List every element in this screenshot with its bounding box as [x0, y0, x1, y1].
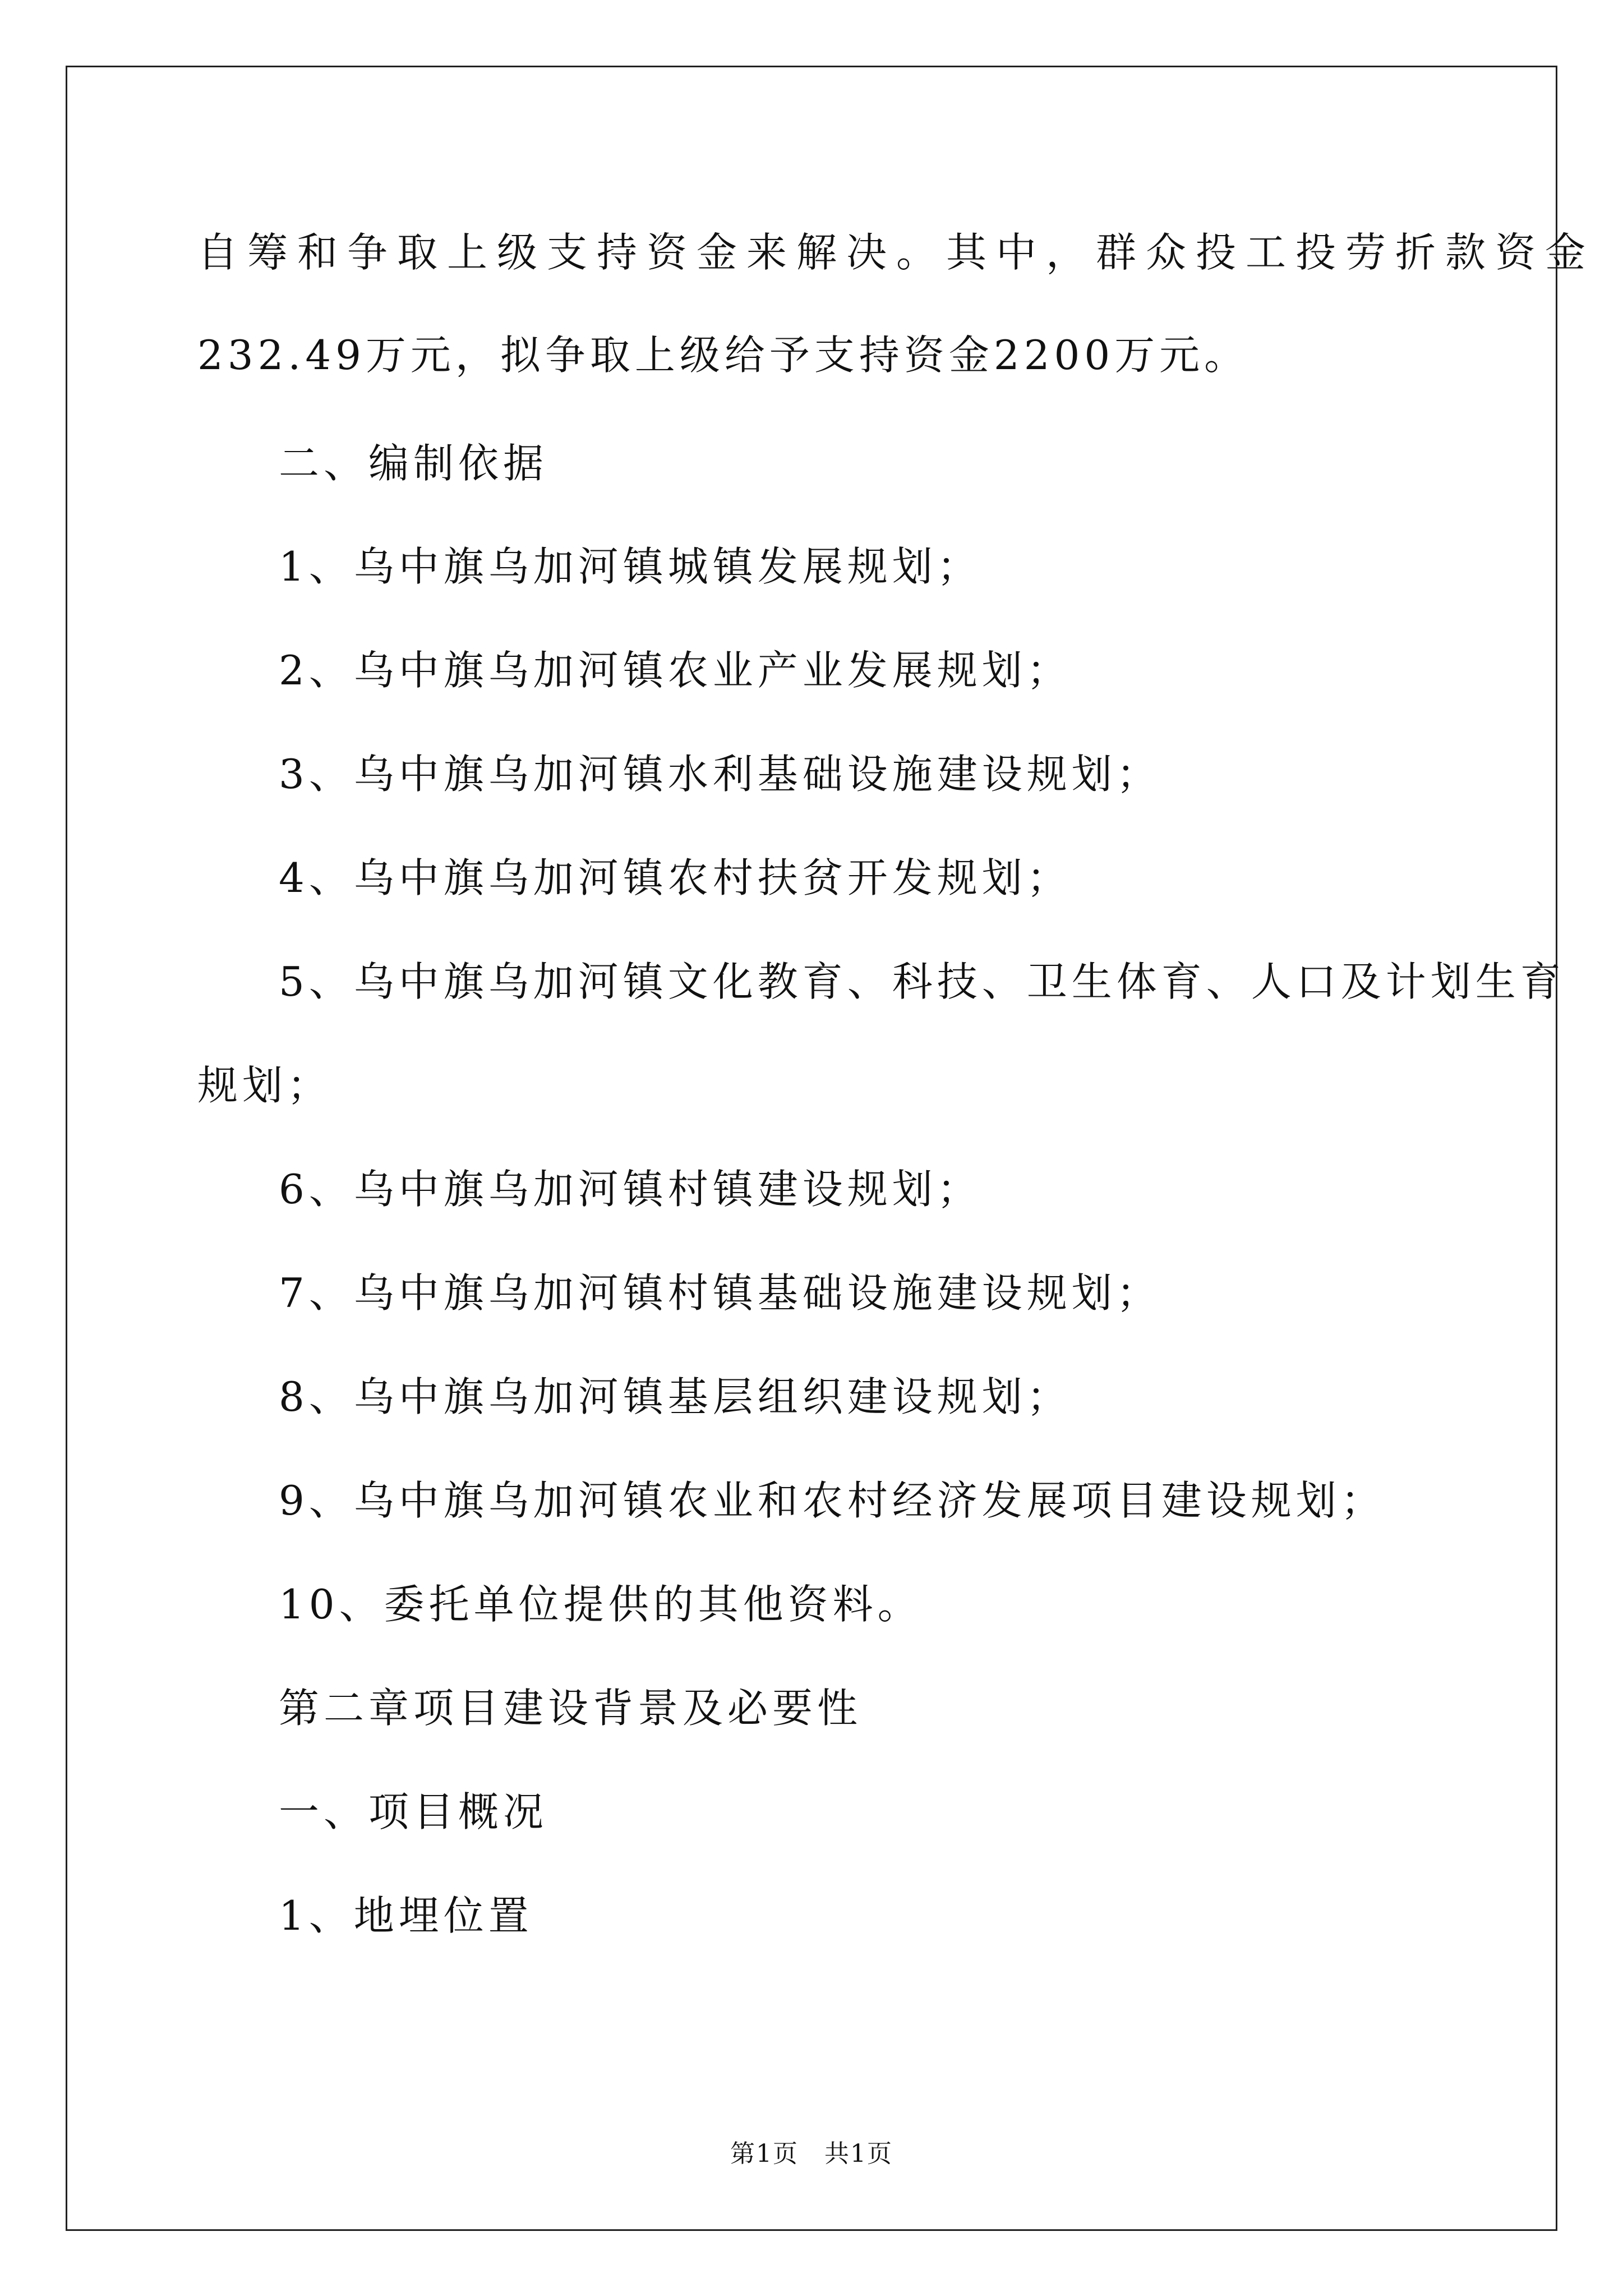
- list-item: 6、乌中旗乌加河镇村镇建设规划；: [279, 1166, 982, 1213]
- list-item: 9、乌中旗乌加河镇农业和农村经济发展项目建设规划；: [279, 1477, 1386, 1524]
- list-item: 7、乌中旗乌加河镇村镇基础设施建设规划；: [279, 1269, 1161, 1317]
- body-text-line: 自筹和争取上级支持资金来解决。其中，群众投工投劳折款资金: [197, 229, 1596, 276]
- section-heading: 一、项目概况: [279, 1788, 548, 1835]
- list-item: 8、乌中旗乌加河镇基层组织建设规划；: [279, 1373, 1072, 1420]
- list-item: 3、乌中旗乌加河镇水利基础设施建设规划；: [279, 751, 1161, 798]
- list-item: 2、乌中旗乌加河镇农业产业发展规划；: [279, 647, 1072, 694]
- list-item: 10、委托单位提供的其他资料。: [279, 1581, 923, 1628]
- list-item: 1、乌中旗乌加河镇城镇发展规划；: [279, 543, 982, 590]
- list-item-continuation: 规划；: [197, 1062, 333, 1109]
- page-number-footer: 第1页 共1页: [730, 2139, 893, 2168]
- subsection-heading: 1、地埋位置: [279, 1892, 533, 1939]
- body-text-line: 232.49万元，拟争取上级给予支持资金2200万元。: [197, 332, 1249, 379]
- list-item: 5、乌中旗乌加河镇文化教育、科技、卫生体育、人口及计划生育: [279, 958, 1565, 1005]
- chapter-heading: 第二章项目建设背景及必要性: [279, 1685, 863, 1732]
- section-heading: 二、编制依据: [279, 440, 548, 487]
- list-item: 4、乌中旗乌加河镇农村扶贫开发规划；: [279, 854, 1072, 901]
